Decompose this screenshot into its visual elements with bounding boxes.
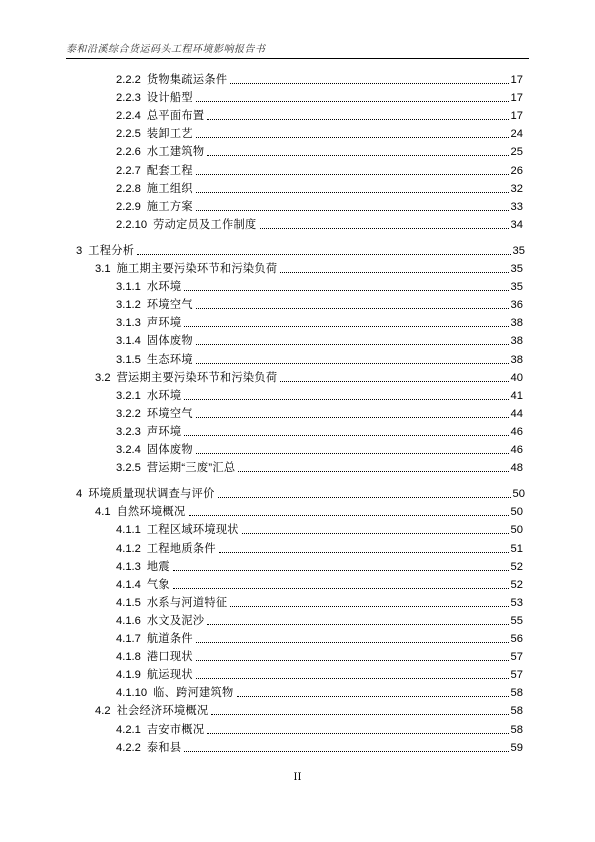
toc-entry-number: 4.1.2 xyxy=(116,542,141,555)
dot-leader xyxy=(230,82,508,84)
toc-entry-page: 44 xyxy=(510,407,523,420)
toc-entry-title: 水环境 xyxy=(146,389,182,402)
toc-entry-title: 水环境 xyxy=(146,281,182,294)
toc-entry-title: 航运现状 xyxy=(146,669,193,682)
dot-leader xyxy=(196,659,509,661)
toc-entry-number: 4.1 xyxy=(95,506,111,519)
toc-entry-number: 4.1.3 xyxy=(116,560,141,573)
dot-leader xyxy=(280,271,508,273)
toc-entry-title: 固体废物 xyxy=(146,444,193,456)
toc-entry-title: 工程区域环境现状 xyxy=(146,524,239,537)
toc-entry-title: 港口现状 xyxy=(146,651,193,664)
toc-entry[interactable] xyxy=(116,406,523,422)
dot-leader xyxy=(196,173,509,175)
dot-leader xyxy=(196,452,509,454)
toc-entry-title: 生态环境 xyxy=(146,353,193,366)
toc-entry-page: 58 xyxy=(510,723,523,736)
dot-leader xyxy=(184,434,508,436)
toc-entry-title: 施工期主要污染环节和污染负荷 xyxy=(116,263,278,275)
toc-entry-number: 3.1.3 xyxy=(116,317,141,330)
dot-leader xyxy=(218,496,511,498)
toc-entry-page: 52 xyxy=(510,578,523,591)
toc-entry-title: 工程分析 xyxy=(88,244,135,257)
toc-entry[interactable] xyxy=(116,90,523,106)
toc-entry-number: 2.2.8 xyxy=(116,182,141,195)
toc-entry-number: 3.1.1 xyxy=(116,281,141,294)
toc-entry[interactable] xyxy=(116,613,523,629)
toc-entry-number: 4.1.10 xyxy=(116,687,148,700)
toc-entry-page: 38 xyxy=(510,317,523,330)
toc-entry-number: 4.2.1 xyxy=(116,723,141,736)
toc-entry-page: 51 xyxy=(510,542,523,555)
toc-entry-number: 3.2.5 xyxy=(116,462,141,475)
toc-entry-title: 地震 xyxy=(146,560,170,573)
dot-leader xyxy=(196,209,509,211)
toc-entry-title: 航道条件 xyxy=(146,633,193,645)
toc-entry-title: 固体废物 xyxy=(146,335,193,348)
toc-entry-number: 2.2.9 xyxy=(116,200,141,213)
toc-entry-page: 17 xyxy=(510,92,523,105)
toc-entry-title: 社会经济环境概况 xyxy=(116,705,209,718)
toc-entry-number: 3.2.3 xyxy=(116,425,141,438)
toc-entry-number: 4.2.2 xyxy=(116,741,141,754)
toc-entry-title: 泰和县 xyxy=(146,741,182,754)
dot-leader xyxy=(237,695,509,697)
toc-entry-number: 4.1.1 xyxy=(116,524,141,537)
toc-entry-title: 营运期主要污染环节和污染负荷 xyxy=(116,371,278,384)
dot-leader xyxy=(184,398,508,400)
toc-entry-page: 50 xyxy=(510,524,523,537)
dot-leader xyxy=(184,750,508,752)
toc-entry-page: 35 xyxy=(510,263,523,275)
toc-entry[interactable] xyxy=(116,722,523,738)
toc-entry[interactable] xyxy=(116,72,523,88)
dot-leader xyxy=(196,362,509,364)
toc-entry-page: 46 xyxy=(510,425,523,438)
toc-entry[interactable] xyxy=(116,108,523,124)
toc-entry[interactable] xyxy=(116,541,523,557)
toc-entry-page: 17 xyxy=(510,74,523,86)
toc-entry-title: 施工方案 xyxy=(146,200,193,213)
toc-entry[interactable] xyxy=(95,504,523,520)
running-header: 泰和沿溪综合货运码头工程环境影响报告书 xyxy=(66,44,266,55)
toc-entry-title: 施工组织 xyxy=(146,182,193,195)
toc-entry-page: 52 xyxy=(510,560,523,573)
dot-leader xyxy=(196,307,509,309)
toc-entry-number: 2.2.4 xyxy=(116,110,141,123)
toc-entry-number: 2.2.7 xyxy=(116,164,141,177)
toc-entry-page: 50 xyxy=(510,506,523,519)
toc-entry-number: 3 xyxy=(76,244,83,257)
toc-entry-title: 环境质量现状调查与评价 xyxy=(88,488,215,501)
toc-entry-page: 35 xyxy=(510,281,523,294)
toc-entry[interactable] xyxy=(116,577,523,593)
dot-leader xyxy=(196,343,509,345)
toc-entry[interactable] xyxy=(116,126,523,142)
dot-leader xyxy=(137,253,510,255)
toc-entry-title: 临、跨河建筑物 xyxy=(153,687,234,700)
toc-entry-page: 34 xyxy=(510,218,523,231)
toc-entry-title: 装卸工艺 xyxy=(146,128,193,141)
dot-leader xyxy=(196,136,509,138)
toc-entry[interactable] xyxy=(116,333,523,349)
toc-entry[interactable] xyxy=(116,199,523,215)
toc-entry-title: 营运期“三废”汇总 xyxy=(146,462,236,475)
toc-entry[interactable] xyxy=(116,144,523,160)
toc-entry[interactable] xyxy=(116,297,523,313)
dot-leader xyxy=(207,623,508,625)
toc-entry[interactable] xyxy=(116,388,523,404)
dot-leader xyxy=(219,551,509,553)
toc-entry[interactable] xyxy=(76,243,525,259)
toc-entry-page: 26 xyxy=(510,164,523,177)
toc-entry[interactable] xyxy=(76,486,525,502)
dot-leader xyxy=(196,191,509,193)
toc-entry[interactable] xyxy=(116,217,523,233)
dot-leader xyxy=(184,289,508,291)
dot-leader xyxy=(173,569,509,571)
toc-entry[interactable] xyxy=(116,279,523,295)
toc-entry-number: 3.2.1 xyxy=(116,389,141,402)
toc-entry[interactable] xyxy=(116,559,523,575)
toc-entry-title: 水系与河道特征 xyxy=(146,596,228,609)
toc-entry-page: 36 xyxy=(510,299,523,312)
toc-entry[interactable] xyxy=(116,631,523,647)
toc-entry-page: 38 xyxy=(510,353,523,366)
toc-entry-page: 24 xyxy=(510,128,523,141)
toc-entry-number: 2.2.6 xyxy=(116,146,141,159)
toc-entry-title: 货物集疏运条件 xyxy=(146,74,228,86)
toc-entry-number: 4.2 xyxy=(95,705,111,718)
header-divider xyxy=(66,58,529,59)
toc-entry-page: 48 xyxy=(510,462,523,475)
dot-leader xyxy=(196,100,509,102)
toc-entry[interactable] xyxy=(116,352,523,368)
toc-entry-number: 3.1 xyxy=(95,263,111,275)
toc-entry-number: 4.1.5 xyxy=(116,596,141,609)
dot-leader xyxy=(280,380,508,382)
toc-entry-number: 2.2.10 xyxy=(116,218,148,231)
toc-entry-number: 4 xyxy=(76,488,83,501)
toc-entry-page: 38 xyxy=(510,335,523,348)
toc-entry[interactable] xyxy=(95,703,523,719)
toc-entry-number: 4.1.7 xyxy=(116,633,141,645)
toc-entry[interactable] xyxy=(116,685,523,701)
dot-leader xyxy=(196,641,509,643)
dot-leader xyxy=(242,532,509,534)
toc-entry-title: 声环境 xyxy=(146,317,182,330)
toc-entry-page: 35 xyxy=(512,244,525,257)
toc-entry[interactable] xyxy=(116,667,523,683)
toc-entry-title: 自然环境概况 xyxy=(116,506,186,519)
dot-leader xyxy=(196,416,509,418)
toc-entry-title: 设计船型 xyxy=(146,92,193,105)
toc-entry-title: 总平面布置 xyxy=(146,110,205,123)
toc-entry-title: 工程地质条件 xyxy=(146,542,216,555)
toc-entry-number: 4.1.4 xyxy=(116,578,141,591)
toc-entry-number: 2.2.3 xyxy=(116,92,141,105)
toc-entry-number: 3.1.5 xyxy=(116,353,141,366)
toc-entry-title: 吉安市概况 xyxy=(146,723,205,736)
toc-entry-number: 3.2.4 xyxy=(116,444,141,456)
toc-entry[interactable] xyxy=(116,595,523,611)
toc-entry-title: 劳动定员及工作制度 xyxy=(153,218,257,231)
toc-entry-number: 2.2.2 xyxy=(116,74,141,86)
toc-entry[interactable] xyxy=(116,740,523,756)
dot-leader xyxy=(173,587,509,589)
toc-entry-page: 58 xyxy=(510,705,523,718)
toc-entry-number: 3.1.2 xyxy=(116,299,141,312)
toc-entry-page: 50 xyxy=(512,488,525,501)
toc-entry[interactable] xyxy=(95,370,523,386)
toc-entry[interactable] xyxy=(116,424,523,440)
toc-entry[interactable] xyxy=(116,315,523,331)
toc-entry-number: 4.1.9 xyxy=(116,669,141,682)
toc-entry-number: 4.1.8 xyxy=(116,651,141,664)
toc-entry[interactable] xyxy=(116,442,523,458)
toc-entry-title: 环境空气 xyxy=(146,407,193,420)
dot-leader xyxy=(207,154,508,156)
dot-leader xyxy=(184,325,508,327)
toc-entry-number: 4.1.6 xyxy=(116,614,141,627)
toc-entry[interactable] xyxy=(116,649,523,665)
toc-entry-page: 57 xyxy=(510,651,523,664)
toc-entry-page: 58 xyxy=(510,687,523,700)
toc-entry-title: 水工建筑物 xyxy=(146,146,205,159)
toc-entry-title: 配套工程 xyxy=(146,164,193,177)
toc-entry[interactable] xyxy=(116,163,523,179)
toc-entry-number: 3.1.4 xyxy=(116,335,141,348)
dot-leader xyxy=(207,118,508,120)
dot-leader xyxy=(196,677,509,679)
toc-entry[interactable] xyxy=(116,522,523,538)
toc-entry-title: 水文及泥沙 xyxy=(146,614,205,627)
toc-entry-page: 59 xyxy=(510,741,523,754)
toc-entry-page: 25 xyxy=(510,146,523,159)
dot-leader xyxy=(207,732,508,734)
toc-entry-page: 57 xyxy=(510,669,523,682)
toc-entry[interactable] xyxy=(95,261,523,277)
toc-entry-page: 32 xyxy=(510,182,523,195)
dot-leader xyxy=(260,227,509,229)
dot-leader xyxy=(189,514,509,516)
page-number: II xyxy=(293,772,302,783)
toc-entry-title: 环境空气 xyxy=(146,299,193,312)
toc-entry-page: 17 xyxy=(510,110,523,123)
toc-entry[interactable] xyxy=(116,181,523,197)
toc-entry[interactable] xyxy=(116,460,523,476)
toc-entry-page: 46 xyxy=(510,444,523,456)
dot-leader xyxy=(238,470,508,472)
toc-entry-number: 2.2.5 xyxy=(116,128,141,141)
toc-entry-page: 55 xyxy=(510,614,523,627)
toc-entry-page: 41 xyxy=(510,389,523,402)
dot-leader xyxy=(230,605,508,607)
toc-entry-page: 53 xyxy=(510,596,523,609)
toc-entry-title: 声环境 xyxy=(146,425,182,438)
toc-entry-number: 3.2 xyxy=(95,371,111,384)
toc-entry-page: 33 xyxy=(510,200,523,213)
toc-entry-number: 3.2.2 xyxy=(116,407,141,420)
toc-entry-page: 56 xyxy=(510,633,523,645)
dot-leader xyxy=(211,713,508,715)
toc-entry-page: 40 xyxy=(510,371,523,384)
toc-entry-title: 气象 xyxy=(146,578,170,591)
